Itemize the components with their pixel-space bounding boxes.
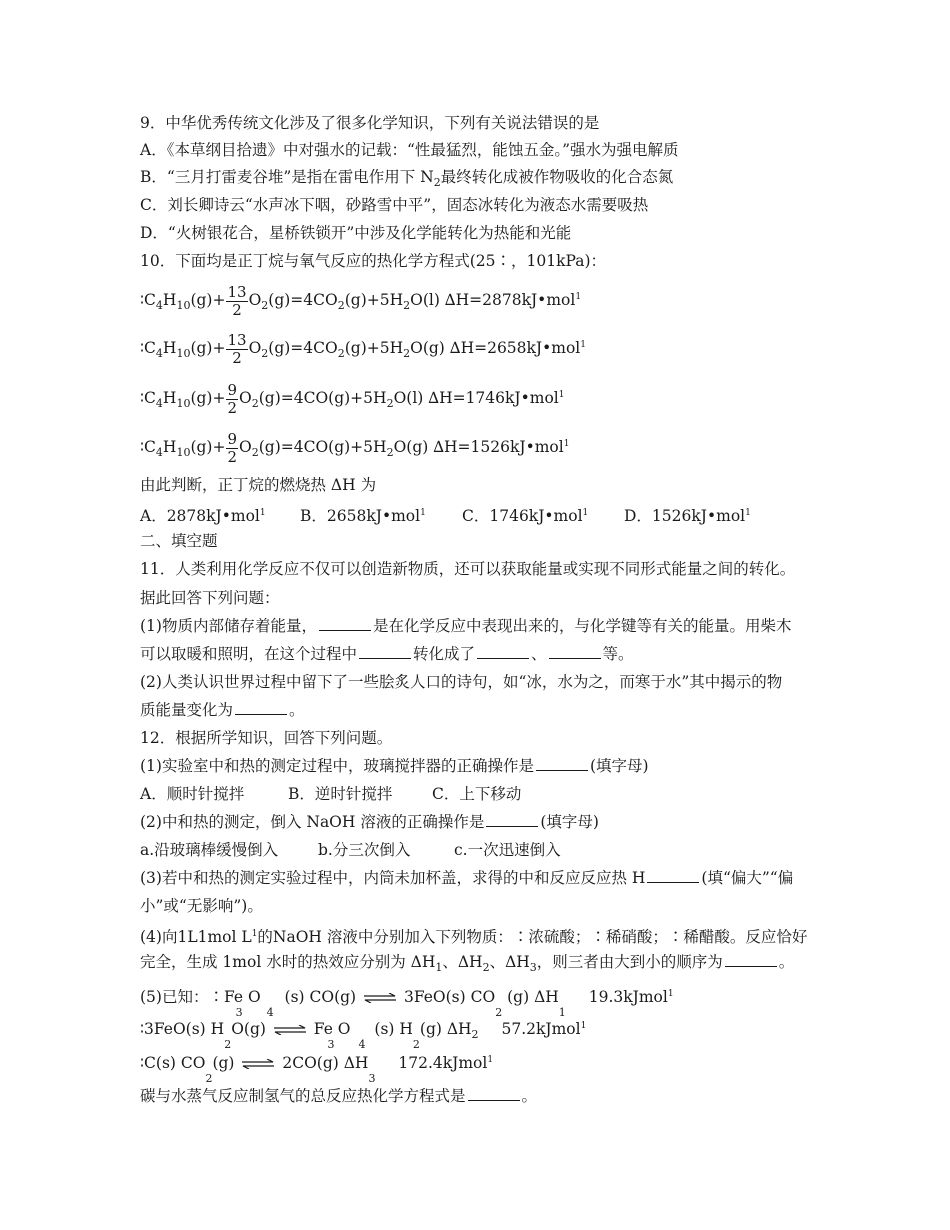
q12-part-4: (4)向1L1mol $L^1$的NaOH 溶液中分别加入下列物质：∶浓硫酸；∶稀硝酸；∶稀醋酸。反应恰好 (140, 928, 808, 947)
q10-option-d: D．1526kJ•mol$^1$ (624, 507, 751, 526)
q9-option-c: C．刘长卿诗云“水声冰下咽，砂路雪中平”，固态冰转化为液态水需要吸热 (140, 196, 649, 214)
option-item: B．逆时针搅拌 (288, 785, 393, 803)
q11-line-5: (2)人类认识世界过程中留下了一些脍炙人口的诗句，如“冰，水为之，而寒于水”其中揭示的物 (140, 673, 783, 691)
q12-part-1-options (140, 784, 521, 804)
q12-equation-3: ∶C(s) $CO_2(g)$ 2CO(g) $\Delta H_3$ 172.4kJmol$^1$ (140, 1054, 494, 1086)
answer-blank[interactable] (725, 952, 777, 967)
option-item: A．顺时针搅拌 (140, 785, 245, 803)
q11-line-3: (1)物质内部储存着能量， 是在化学反应中表现出来的，与化学键等有关的能量。用柴木 (140, 617, 792, 635)
answer-blank[interactable] (486, 812, 538, 827)
answer-blank[interactable] (647, 868, 699, 883)
equilibrium-arrow-icon (363, 993, 397, 1003)
q12-final: 碳与水蒸气反应制氢气的总反应热化学方程式是 。 (140, 1087, 538, 1105)
q12-part-3-cont: 小”或“无影响”)。 (140, 897, 263, 915)
q10-stem: 10．下面均是正丁烷与氧气反应的热化学方程式(25∶，101kPa)： (140, 252, 606, 270)
q9-option-a: A．《本草纲目拾遗》中对强水的记载：“性最猛烈，能蚀五金。”强水为强电解质 (140, 141, 679, 159)
answer-blank[interactable] (319, 616, 371, 631)
q10-option-b: B．2658kJ•mol$^1$ (300, 507, 426, 526)
q9-option-b: B．“三月打雷麦谷堆”是指在雷电作用下 $N_2$最终转化成被作物吸收的化合态氮 (140, 168, 674, 189)
q11-line-2: 据此回答下列问题： (140, 589, 280, 607)
q11-line-4: 可以取暖和照明，在这个过程中 转化成了 、 等。 (140, 645, 634, 663)
q12-part-4-cont: 完全，生成 1mol 水时的热效应分别为 $\Delta H_1$、$\Delta H_2$、$\Delta H_3$，则三者由大到小的顺序为 。 (140, 953, 795, 974)
q10-option-c: C．1746kJ•mol$^1$ (462, 507, 589, 526)
equilibrium-arrow-icon (273, 1025, 307, 1035)
answer-blank[interactable] (477, 644, 529, 659)
section-heading: 二、填空题 (140, 532, 218, 550)
q10-option-a: A．2878kJ•mol$^1$ (140, 507, 266, 526)
q12-part-2-options (140, 840, 561, 860)
answer-blank[interactable] (536, 756, 588, 771)
q12-part-1: (1)实验室中和热的测定过程中，玻璃搅拌器的正确操作是 (填字母) (140, 757, 649, 775)
q9-stem: 9．中华优秀传统文化涉及了很多化学知识，下列有关说法错误的是 (140, 114, 600, 132)
q11-line-1: 11．人类利用化学反应不仅可以创造新物质，还可以获取能量或实现不同形式能量之间的转化。 (140, 560, 796, 578)
answer-blank[interactable] (549, 644, 601, 659)
q9-option-d: D．“火树银花合，星桥铁锁开”中涉及化学能转化为热能和光能 (140, 224, 572, 242)
option-item: a.沿玻璃棒缓慢倒入 (140, 841, 279, 859)
q10-options (140, 503, 751, 526)
answer-blank[interactable] (468, 1086, 520, 1101)
q12-part-3: (3)若中和热的测定实验过程中，内筒未加杯盖，求得的中和反应反应热 H (填“偏大”“偏 (140, 869, 794, 887)
q10-equation-2: $∶C_4H_{10}(g)+$ $\frac{13}{2}$ $O_2(g)=4CO_2(g)+5H_2O(g)$ ∆H=2658kJ•mol$^1$ (140, 330, 587, 367)
option-item: C．上下移动 (432, 785, 522, 803)
answer-blank[interactable] (359, 644, 411, 659)
q10-equation-4: $∶C_4H_{10}(g)+$ $\frac{9}{2}$ $O_2(g)=4CO(g)+5H_2O(g)$ ∆H=1526kJ•mol$^1$ (140, 429, 570, 466)
q12-part-2: (2)中和热的测定，倒入 NaOH 溶液的正确操作是 (填字母) (140, 813, 599, 831)
q12-stem: 12．根据所学知识，回答下列问题。 (140, 729, 393, 747)
equilibrium-arrow-icon (241, 1059, 275, 1069)
answer-blank[interactable] (235, 700, 287, 715)
q12-equation-1: (5)已知：∶Fe O $_3$ $_4$ (s) CO(g) 3FeO(s) $CO_2$ (g) $\Delta H_1$ 19.3kJmol$^1$ (140, 988, 674, 1020)
option-item: c.一次迅速倒入 (454, 841, 561, 859)
option-item: b.分三次倒入 (318, 841, 411, 859)
q11-line-6: 质能量变化为 。 (140, 701, 305, 719)
q10-equation-3: $∶C_4H_{10}(g)+$ $\frac{9}{2}$ $O_2(g)=4CO(g)+5H_2O(l)$ ∆H=1746kJ•mol$^1$ (140, 380, 565, 417)
q12-equation-2: ∶3FeO(s) $H_2O(g)$ Fe O $_3$ $_4$ (s) $H_2(g)$ $\Delta H_2$ 57.2kJmol$^1$ (140, 1020, 587, 1052)
q10-equation-1: $∶C_4H_{10}(g)+$ $\frac{13}{2}$ $O_2(g)=4CO_2(g)+5H_2O(l)$ ∆H=2878kJ•mol$^1$ (140, 282, 582, 319)
q10-judge: 由此判断，正丁烷的燃烧热 ΔH 为 (140, 476, 377, 494)
